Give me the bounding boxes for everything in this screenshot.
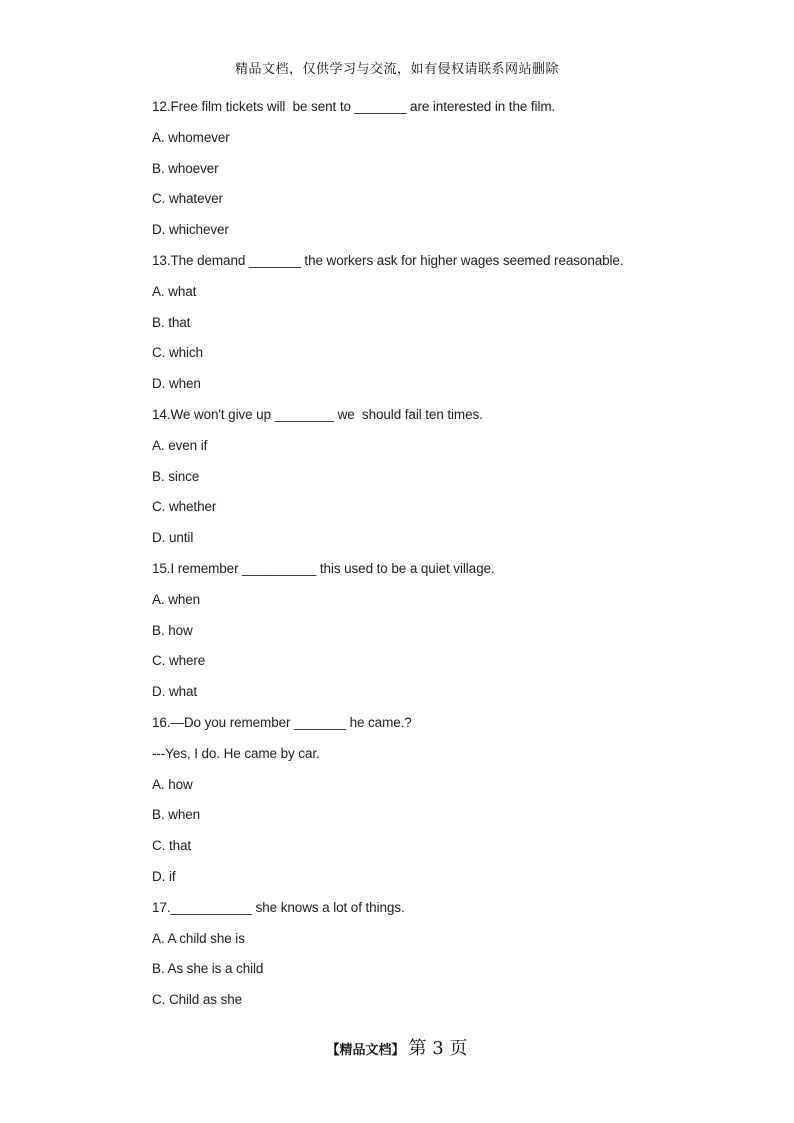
- question-16-option-c: C. that: [152, 838, 192, 854]
- question-17-stem: 17.___________ she knows a lot of things.: [152, 899, 405, 915]
- question-16-stem: 16.—Do you remember _______ he came.?: [152, 714, 412, 730]
- question-13-option-c: C. which: [152, 345, 203, 361]
- question-15-option-c: C. where: [152, 653, 206, 669]
- question-15-option-a: A. when: [152, 591, 201, 607]
- question-16-option-b: B. when: [152, 807, 201, 823]
- question-14-option-c: C. whether: [152, 499, 217, 515]
- question-13-option-d: D. when: [152, 376, 201, 392]
- question-14-option-a: A. even if: [152, 437, 208, 453]
- question-16-option-d: D. if: [152, 868, 176, 884]
- question-17-option-a: A. A child she is: [152, 930, 245, 946]
- question-14-stem: 14.We won't give up ________ we should fail ten times.: [152, 406, 483, 422]
- question-17-option-b: B. As she is a child: [152, 961, 264, 977]
- page-number: 第 3 页: [408, 1038, 468, 1059]
- footer-brand: 【精品文档】: [326, 1043, 405, 1058]
- question-13-option-b: B. that: [152, 314, 191, 330]
- question-12-option-d: D. whichever: [152, 222, 229, 238]
- question-17-option-c: C. Child as she: [152, 992, 243, 1008]
- question-12-option-c: C. whatever: [152, 191, 223, 207]
- document-footer: [0, 1034, 794, 1060]
- question-16-option-a: A. how: [152, 776, 193, 792]
- question-16-dialogue-answer: ---Yes, I do. He came by car.: [152, 745, 320, 761]
- question-13-option-a: A. what: [152, 283, 197, 299]
- question-12-option-a: A. whomever: [152, 129, 230, 145]
- document-body: [152, 98, 692, 1022]
- question-15-stem: 15.I remember __________ this used to be a quiet village.: [152, 560, 495, 576]
- question-15-option-d: D. what: [152, 684, 198, 700]
- document-header: 精品文档，仅供学习与交流，如有侵权请联系网站删除: [234, 62, 559, 77]
- question-12-stem: 12.Free film tickets will be sent to _______ are interested in the film.: [152, 99, 556, 114]
- question-14-option-b: B. since: [152, 468, 200, 484]
- question-15-option-b: B. how: [152, 622, 193, 638]
- question-13-stem: 13.The demand _______ the workers ask for higher wages seemed reasonable.: [152, 252, 624, 268]
- question-14-option-d: D. until: [152, 530, 194, 546]
- question-12-option-b: B. whoever: [152, 160, 219, 176]
